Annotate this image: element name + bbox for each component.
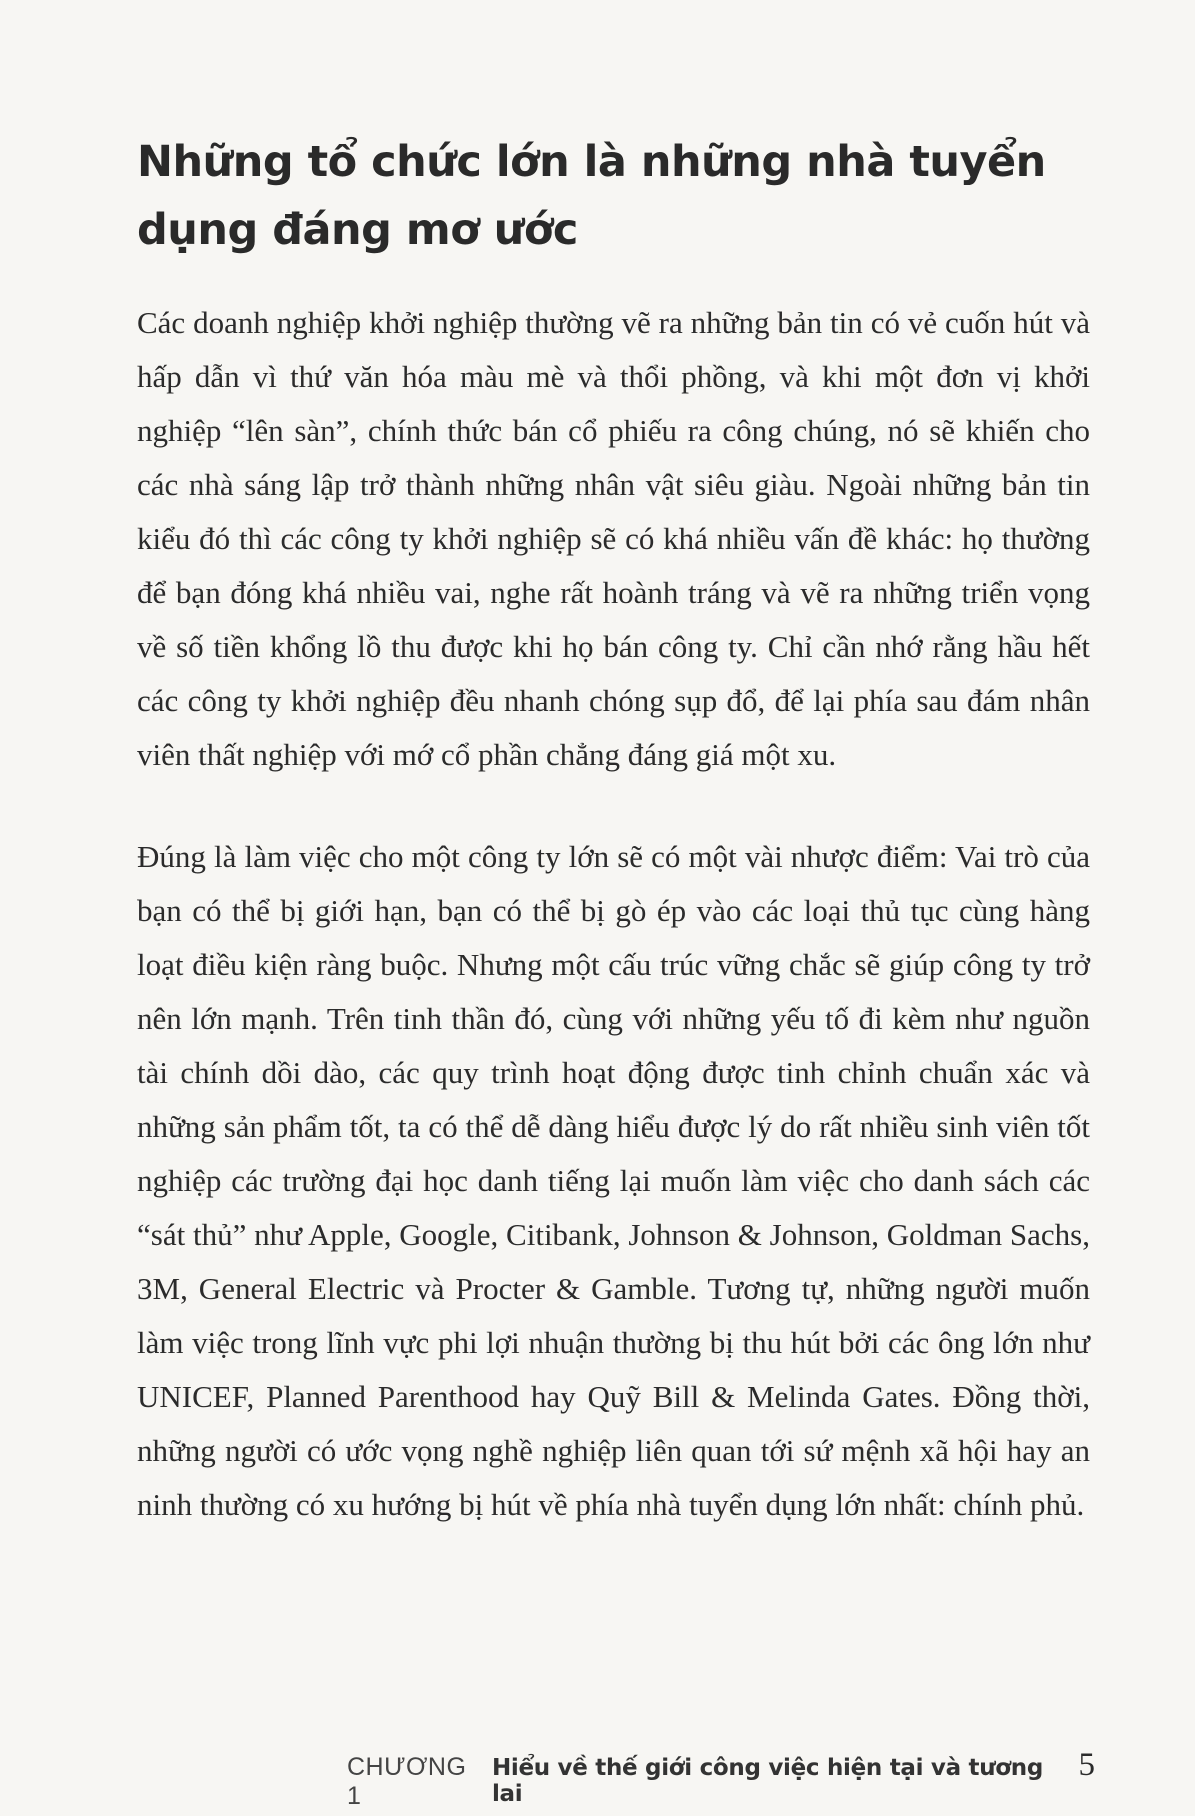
chapter-label: CHƯƠNG 1	[347, 1753, 467, 1810]
paragraph-2: Đúng là làm việc cho một công ty lớn sẽ có một vài nhược điểm: Vai trò của bạn có thể bị giới hạn, bạn có thể bị gò ép vào các loại thủ tục cùng hàng loạt điều kiện ràng buộc. Nhưng một cấu trúc vững chắc sẽ giúp công ty trở nên lớn mạnh. Trên tinh thần đó, cùng với những yếu tố đi kèm như nguồn tài chính dồi dào, các quy trình hoạt động được tinh chỉnh chuẩn xác và những sản phẩm tốt, ta có thể dễ dàng hiểu được lý do rất nhiều sinh viên tốt nghiệp các trường đại học danh tiếng lại muốn làm việc cho danh sách các “sát thủ” như Apple, Google, Citibank, Johnson & Johnson, Goldman Sachs, 3M, General Electric và Procter & Gamble. Tương tự, những người muốn làm việc trong lĩnh vực phi lợi nhuận thường bị thu hút bởi các ông lớn như UNICEF, Planned Parenthood hay Quỹ Bill & Melinda Gates. Đồng thời, những người có ước vọng nghề nghiệp liên quan tới sứ mệnh xã hội hay an ninh thường có xu hướng bị hút về phía nhà tuyển dụng lớn nhất: chính phủ.	[137, 839, 1090, 1522]
page-footer	[347, 1747, 1095, 1810]
section-heading: Những tổ chức lớn là những nhà tuyển dụng đáng mơ ước	[137, 137, 1046, 255]
page-number: 5	[1078, 1747, 1095, 1783]
paragraph-1: Các doanh nghiệp khởi nghiệp thường vẽ ra những bản tin có vẻ cuốn hút và hấp dẫn vì thứ văn hóa màu mè và thổi phồng, và khi một đơn vị khởi nghiệp “lên sàn”, chính thức bán cổ phiếu ra công chúng, nó sẽ khiến cho các nhà sáng lập trở thành những nhân vật siêu giàu. Ngoài những bản tin kiểu đó thì các công ty khởi nghiệp sẽ có khá nhiều vấn đề khác: họ thường để bạn đóng khá nhiều vai, nghe rất hoành tráng và vẽ ra những triển vọng về số tiền khổng lồ thu được khi họ bán công ty. Chỉ cần nhớ rằng hầu hết các công ty khởi nghiệp đều nhanh chóng sụp đổ, để lại phía sau đám nhân viên thất nghiệp với mớ cổ phần chẳng đáng giá một xu.	[137, 305, 1090, 772]
chapter-title: Hiểu về thế giới công việc hiện tại và tương lai	[491, 1755, 1044, 1807]
